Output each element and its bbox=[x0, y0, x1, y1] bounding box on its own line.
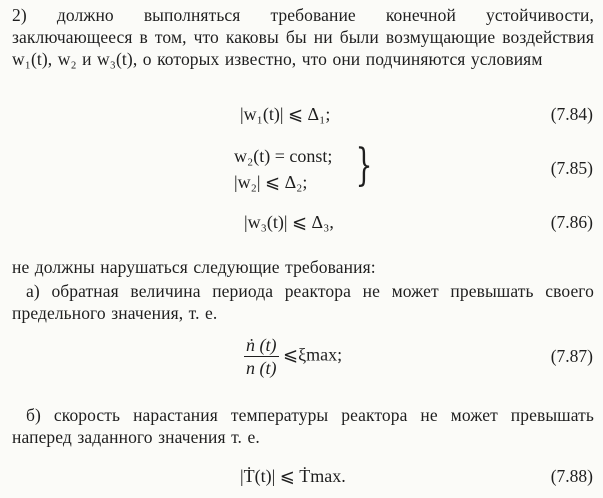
equation-7-87 bbox=[244, 334, 342, 379]
equation-number-7-86: (7.86) bbox=[550, 212, 593, 232]
fraction-numerator: ṅ (t) bbox=[246, 335, 277, 355]
equation-7-88: |Ṫ(t)| ⩽ Ṫmax. bbox=[240, 466, 346, 486]
equation-number-7-85: (7.85) bbox=[550, 158, 593, 178]
equation-7-85-line1: w₂(t) = const; bbox=[234, 146, 333, 166]
paragraph-temperature-rate: б) скорость нарастания температуры реактора не может превышать наперед заданного значения т. е. bbox=[12, 405, 594, 447]
curly-brace: } bbox=[355, 140, 373, 191]
paragraph-requirements-intro: не должны нарушаться следующие требования: bbox=[12, 257, 376, 277]
paragraph-stability-requirement: 2) должно выполняться требование конечной устойчивости, заключающееся в том, что каковы бы ни были возмущающие воздействия w₁(t), w₂ и w₃(t), о которых известно, что они подчиняются условиям bbox=[12, 5, 594, 69]
fraction-rhs: ⩽ξmax; bbox=[283, 344, 343, 365]
equation-7-85-line2: |w₂| ⩽ Δ₂; bbox=[234, 172, 308, 192]
equation-7-84: |w₁(t)| ⩽ Δ₁; bbox=[240, 104, 331, 124]
fraction-denominator: n (t) bbox=[246, 358, 277, 378]
fraction bbox=[244, 334, 279, 379]
equation-7-86: |w₃(t)| ⩽ Δ₃, bbox=[244, 212, 334, 232]
equation-number-7-87: (7.87) bbox=[550, 346, 593, 366]
equation-number-7-84: (7.84) bbox=[550, 104, 593, 124]
equation-number-7-88: (7.88) bbox=[550, 466, 593, 486]
paragraph-reactor-period: а) обратная величина периода реактора не может превышать своего предельного значения, т. е. bbox=[12, 281, 594, 323]
